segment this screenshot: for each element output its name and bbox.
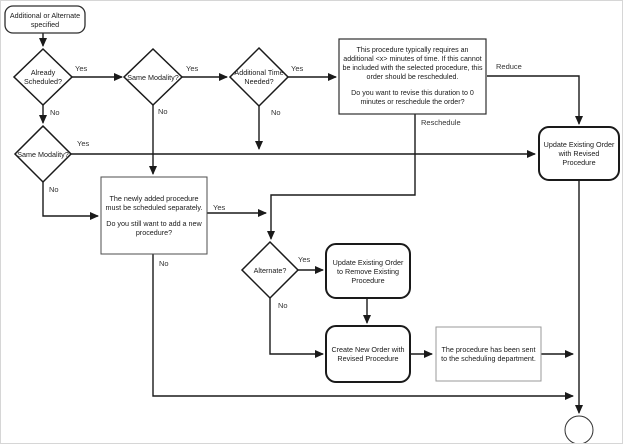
edge-label-schedule-separately-no: No (159, 259, 169, 268)
edge-label-same-modality-left-no: No (49, 185, 59, 194)
alternate-label (242, 242, 298, 298)
same-modality-top-text: Same Modality? (127, 72, 179, 82)
update-existing-revised-label (542, 129, 616, 178)
sent-to-scheduling-label (438, 329, 539, 379)
schedule-separately-paragraph-2: Do you still want to add a new procedure? (106, 219, 202, 237)
edge-reschedule-to-alternate (271, 114, 415, 239)
additional-time-label (232, 48, 286, 106)
same-modality-top-label (124, 49, 182, 105)
update-existing-revised-text: Update Existing Order with Revised Procedure (543, 140, 615, 167)
edge-label-additional-time-yes: Yes (291, 64, 304, 73)
same-modality-left-label (15, 126, 71, 182)
edge-label-already-scheduled-no: No (50, 108, 60, 117)
already-scheduled-text: Already Scheduled? (24, 68, 62, 86)
edge-reduce (487, 76, 579, 124)
schedule-separately-label (104, 179, 204, 252)
end-node-circle (565, 416, 593, 444)
update-existing-remove-label (329, 246, 407, 296)
edge-label-alternate-no: No (278, 301, 288, 310)
edge-label-same-modality-left-yes: Yes (77, 139, 90, 148)
edge-label-schedule-separately-yes: Yes (213, 203, 226, 212)
same-modality-left-text: Same Modality? (17, 149, 69, 159)
start-node-text: Additional or Alternate specified (9, 10, 81, 29)
sent-to-scheduling-text: The procedure has been sent to the scheduling department. (441, 345, 536, 363)
update-existing-remove-text: Update Existing Order to Remove Existing Procedure (332, 257, 404, 285)
additional-time-text: Additional Time Needed? (234, 68, 284, 86)
edge-label-already-scheduled-yes: Yes (75, 64, 88, 73)
create-new-order-text: Create New Order with Revised Procedure (331, 345, 405, 363)
create-new-order-label (329, 328, 407, 380)
already-scheduled-label (14, 49, 72, 105)
schedule-separately-paragraph-1: The newly added procedure must be scheduled separately. (105, 194, 203, 212)
edge-label-same-modality-top-no: No (158, 107, 168, 116)
duration-prompt-paragraph-2: Do you want to revise this duration to 0 minutes or reschedule the order? (351, 88, 474, 106)
alternate-text: Alternate? (253, 265, 287, 275)
start-node-label (5, 6, 85, 33)
edge-label-additional-time-no: No (271, 108, 281, 117)
duration-prompt-paragraph-1: This procedure typically requires an additional <x> minutes of time. If this cannot be included with the selected procedure, this order should be rescheduled. (342, 46, 483, 81)
duration-prompt-label (342, 41, 483, 112)
edge-label-reduce: Reduce (496, 62, 522, 71)
edge-label-reschedule: Reschedule (421, 118, 461, 127)
edge-label-same-modality-top-yes: Yes (186, 64, 199, 73)
edge-label-alternate-yes: Yes (298, 255, 311, 264)
